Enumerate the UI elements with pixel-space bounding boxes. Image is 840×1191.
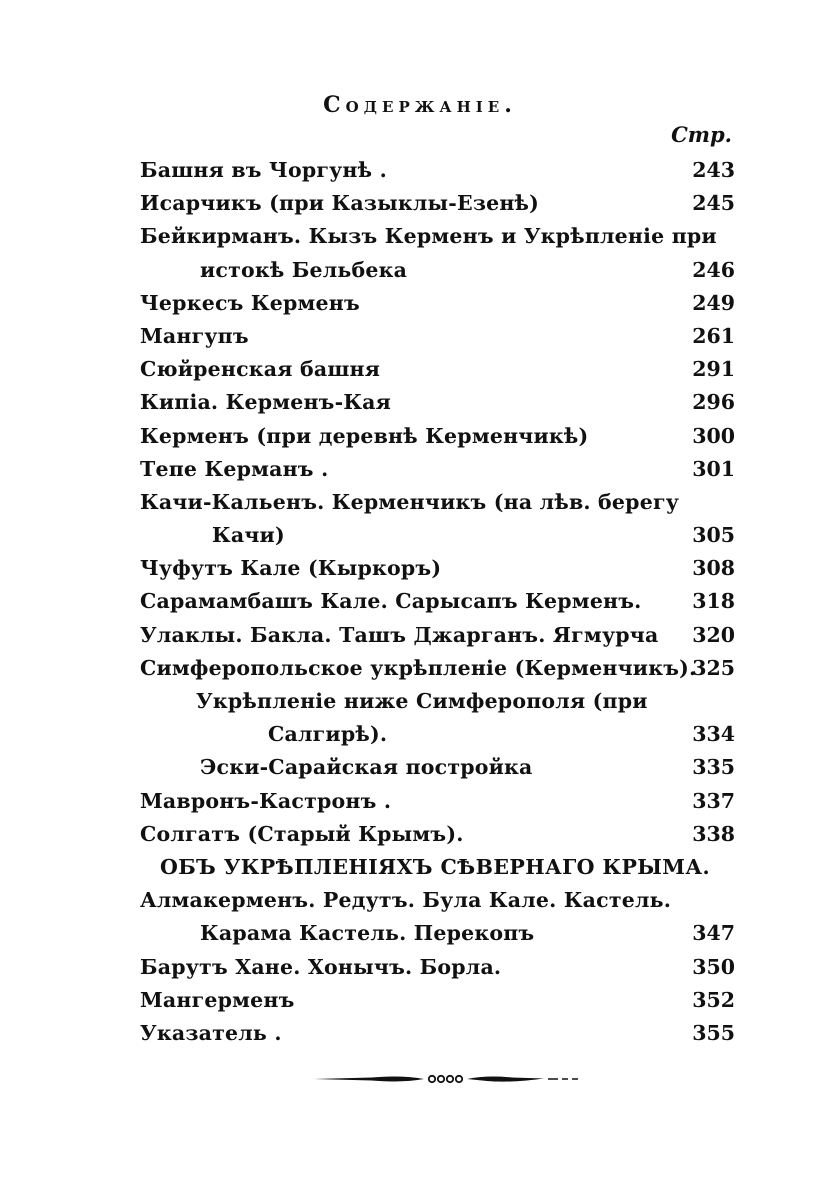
toc-entry-title: Симферопольское укрѣпленіе (Керменчикъ).	[140, 655, 697, 680]
toc-entry-page: 320	[692, 622, 735, 647]
toc-entry-title: Бейкирманъ. Кызъ Керменъ и Укрѣпленіе при	[140, 224, 717, 249]
toc-entry	[140, 353, 735, 386]
toc-entry	[140, 951, 735, 984]
toc-entry-title: Мавронъ-Кастронъ .	[140, 788, 392, 813]
toc-entry-page: 249	[692, 290, 735, 315]
toc-entry-page: 334	[692, 722, 735, 747]
toc-entry	[140, 685, 735, 718]
toc-entry-page: 261	[692, 323, 735, 348]
toc-entry-page: 325	[692, 655, 735, 680]
toc-entry	[140, 287, 735, 320]
toc-entry-page: 301	[692, 456, 735, 481]
toc-entry	[140, 585, 735, 618]
toc-entry-title: Сюйренская башня	[140, 357, 381, 382]
toc-entry-page: 335	[692, 755, 735, 780]
section-heading-text: ОБЪ УКРѢПЛЕНІЯХЪ СѢВЕРНАГО КРЫМА.	[160, 854, 711, 879]
toc-entry-page: 337	[692, 788, 735, 813]
toc-entry-page: 355	[692, 1020, 735, 1045]
toc-entry-title: Алмакерменъ. Редутъ. Була Кале. Кастель.	[140, 888, 672, 913]
toc-entry-page: 245	[692, 191, 735, 216]
toc-entry-continuation	[140, 519, 735, 552]
toc-entry-page: 243	[692, 158, 735, 182]
toc-entry-title: Чуфутъ Кале (Кыркоръ)	[140, 556, 442, 581]
toc-entry-title: Кипіа. Керменъ-Кая	[140, 390, 391, 415]
toc-entry-title: Улаклы. Бакла. Ташъ Джарганъ. Ягмурча	[140, 622, 659, 647]
toc-entry	[140, 751, 735, 784]
toc-entry-title: Тепе Керманъ .	[140, 456, 329, 481]
toc-entry-title: Мангупъ	[140, 323, 249, 348]
page-title: Содержаніе.	[323, 92, 517, 118]
toc-entry-page: 246	[692, 257, 735, 282]
toc-entry	[140, 619, 735, 652]
toc-entry	[140, 320, 735, 353]
toc-entry-title: Башня въ Чоргунѣ .	[140, 158, 387, 182]
toc-entry-page: 305	[692, 523, 735, 548]
ornament-divider-icon	[312, 1072, 582, 1086]
toc-entry-page: 300	[692, 423, 735, 448]
toc-entry-title: Салгирѣ).	[268, 722, 388, 747]
toc-entry-page: 291	[692, 357, 735, 382]
toc-entry-title: Мангерменъ	[140, 987, 295, 1012]
toc-entry-title: истокѣ Бельбека	[200, 257, 408, 282]
toc-entry-page: 350	[692, 954, 735, 979]
toc-entry-continuation	[140, 718, 735, 751]
toc-entry	[140, 486, 735, 519]
toc-entry	[140, 552, 735, 585]
toc-entry-title: Укрѣпленіе ниже Симферополя (при	[196, 689, 648, 713]
toc-entry	[140, 420, 735, 453]
section-heading	[140, 851, 735, 884]
toc-entry	[140, 884, 735, 917]
toc-entry-title: Солгатъ (Старый Крымъ).	[140, 821, 464, 846]
toc-entry-title: Барутъ Хане. Хонычъ. Борла.	[140, 954, 502, 979]
toc-entry	[140, 1017, 735, 1050]
toc-entry	[140, 154, 735, 187]
toc-entry-title: Сарамамбашъ Кале. Сарысапъ Керменъ.	[140, 589, 642, 614]
page-column-label: Стр.	[671, 122, 732, 147]
toc-entry-title: Керменъ (при деревнѣ Керменчикѣ)	[140, 423, 589, 448]
toc-entry	[140, 984, 735, 1017]
toc-entry	[140, 818, 735, 851]
toc-entry-page: 347	[692, 921, 735, 946]
toc-entry-title: Карама Кастель. Перекопъ	[200, 921, 535, 946]
toc-entry-title: Качи-Кальенъ. Керменчикъ (на лѣв. берегу	[140, 489, 680, 514]
toc-entry-continuation	[140, 917, 735, 950]
toc-entry-title: Эски-Сарайская постройка	[200, 755, 533, 780]
toc-entry-page: 318	[692, 589, 735, 614]
toc-entry	[140, 785, 735, 818]
toc-entry-page: 296	[692, 390, 735, 415]
toc-entry	[140, 652, 735, 685]
toc-entry	[140, 453, 735, 486]
toc-entry-title: Исарчикъ (при Казыклы-Езенѣ)	[140, 191, 540, 216]
toc-entry	[140, 386, 735, 419]
table-of-contents	[140, 154, 735, 1050]
toc-entry-page: 352	[692, 987, 735, 1012]
toc-entry	[140, 220, 735, 253]
toc-entry-continuation	[140, 254, 735, 287]
toc-entry	[140, 187, 735, 220]
toc-entry-page: 308	[692, 556, 735, 581]
toc-entry-title: Черкесъ Керменъ	[140, 290, 360, 315]
toc-entry-title: Указатель .	[140, 1020, 282, 1045]
toc-entry-page: 338	[692, 821, 735, 846]
toc-entry-title: Качи)	[212, 523, 285, 548]
